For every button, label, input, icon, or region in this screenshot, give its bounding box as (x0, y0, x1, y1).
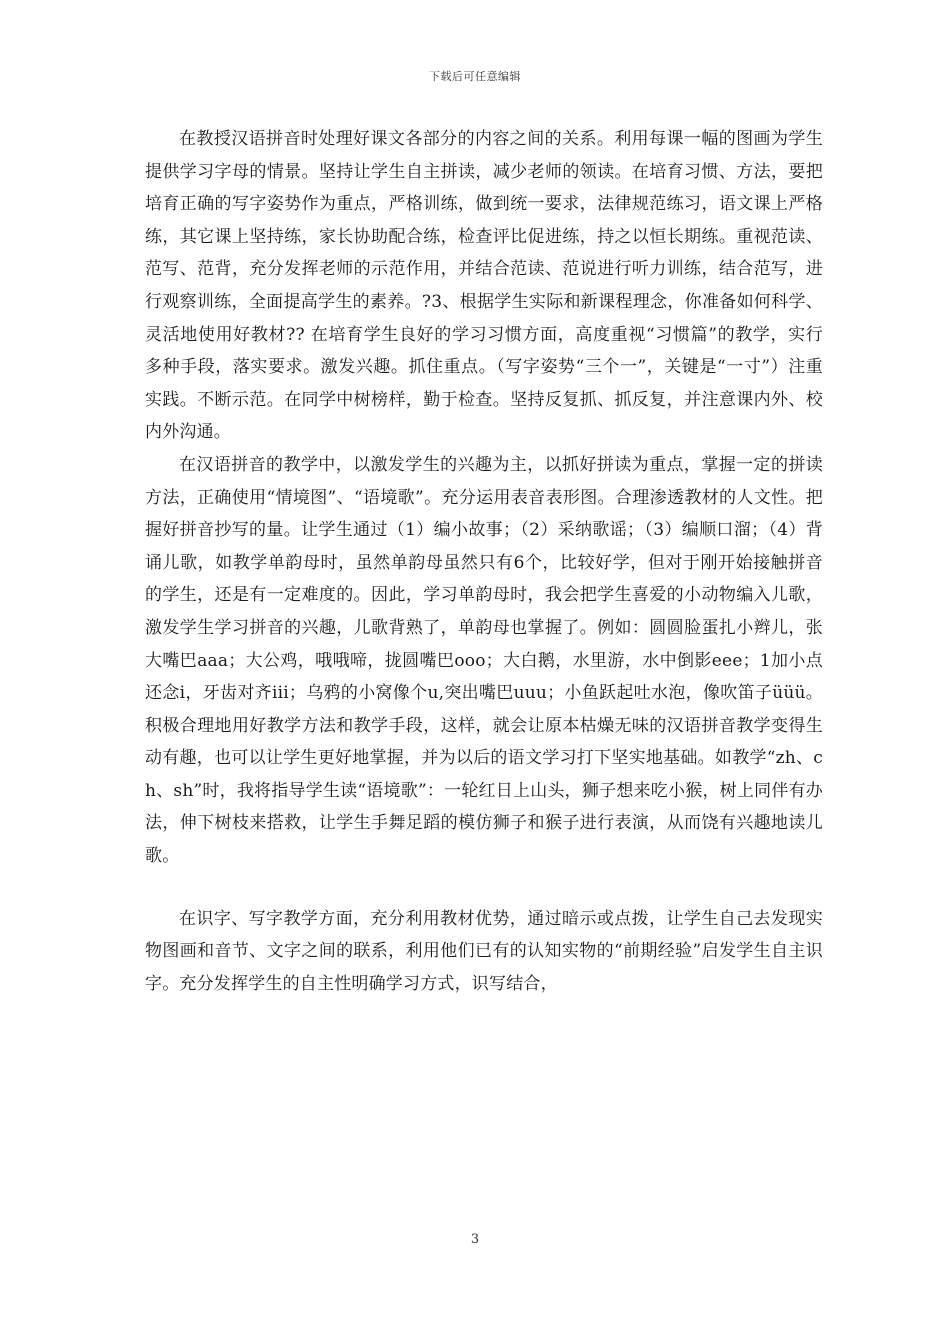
body-text (145, 123, 823, 1000)
paragraph-literacy-writing: 在识字、写字教学方面，充分利用教材优势，通过暗示或点拨，让学生自己去发现实物图画和音节、文字之间的联系，利用他们已有的认知实物的“前期经验”启发学生自主识字。充分发挥学生的自主性明确学习方式，识写结合， (145, 908, 823, 994)
page-header: 下载后可任意编辑 (429, 70, 521, 83)
page-number: 3 (470, 1232, 480, 1247)
paragraph-pinyin-teaching: 在教授汉语拼音时处理好课文各部分的内容之间的关系。利用每课一幅的图画为学生提供学习字母的情景。坚持让学生自主拼读，减少老师的领读。在培育习惯、方法，要把培育正确的写字姿势作为重点，严格训练，做到统一要求，法律规范练习，语文课上严格练，其它课上坚持练，家长协助配合练，检查评比促进练，持之以恒长期练。重视范读、范写、范背，充分发挥老师的示范作用，并结合范读、范说进行听力训练，结合范写，进行观察训练，全面提高学生的素养。?3、根据学生实际和新课程理念，你准备如何科学、灵活地使用好教材?? 在培育学生良好的学习习惯方面，高度重视“习惯篇”的教学，实行多种手段，落实要求。激发兴趣。抓住重点。（写字姿势“三个一”，关键是“一寸”）注重实践。不断示范。在同学中树榜样，勤于检查。坚持反复抓、抓反复，并注意课内外、校内外沟通。 (145, 129, 823, 443)
paragraph-pinyin-interest: 在汉语拼音的教学中，以激发学生的兴趣为主，以抓好拼读为重点，掌握一定的拼读方法，正确使用“情境图”、“语境歌”。充分运用表音表形图。合理渗透教材的人文性。把握好拼音抄写的量。让学生通过（1）编小故事；（2）采纳歌谣；（3）编顺口溜；（4）背诵儿歌，如教学单韵母时，虽然单韵母虽然只有6个，比较好学，但对于刚开始接触拼音的学生，还是有一定难度的。因此，学习单韵母时，我会把学生喜爱的小动物编入儿歌，激发学生学习拼音的兴趣，儿歌背熟了，单韵母也掌握了。例如：圆圆脸蛋扎小辫儿，张大嘴巴aaa；大公鸡，哦哦啼，拢圆嘴巴ooo；大白鹅，水里游，水中倒影eee；1加小点还念i，牙齿对齐iii；乌鸦的小窝像个u,突出嘴巴uuu；小鱼跃起吐水泡，像吹笛子üüü。积极合理地用好教学方法和教学手段，这样，就会让原本枯燥无味的汉语拼音教学变得生动有趣，也可以让学生更好地掌握，并为以后的语文学习打下坚实地基础。如教学“zh、ch、sh”时，我将指导学生读“语境歌”：一轮红日上山头，狮子想来吃小猴，树上同伴有办法，伸下树枝来搭救，让学生手舞足蹈的模仿狮子和猴子进行表演，从而饶有兴趣地读儿歌。 (145, 454, 823, 867)
